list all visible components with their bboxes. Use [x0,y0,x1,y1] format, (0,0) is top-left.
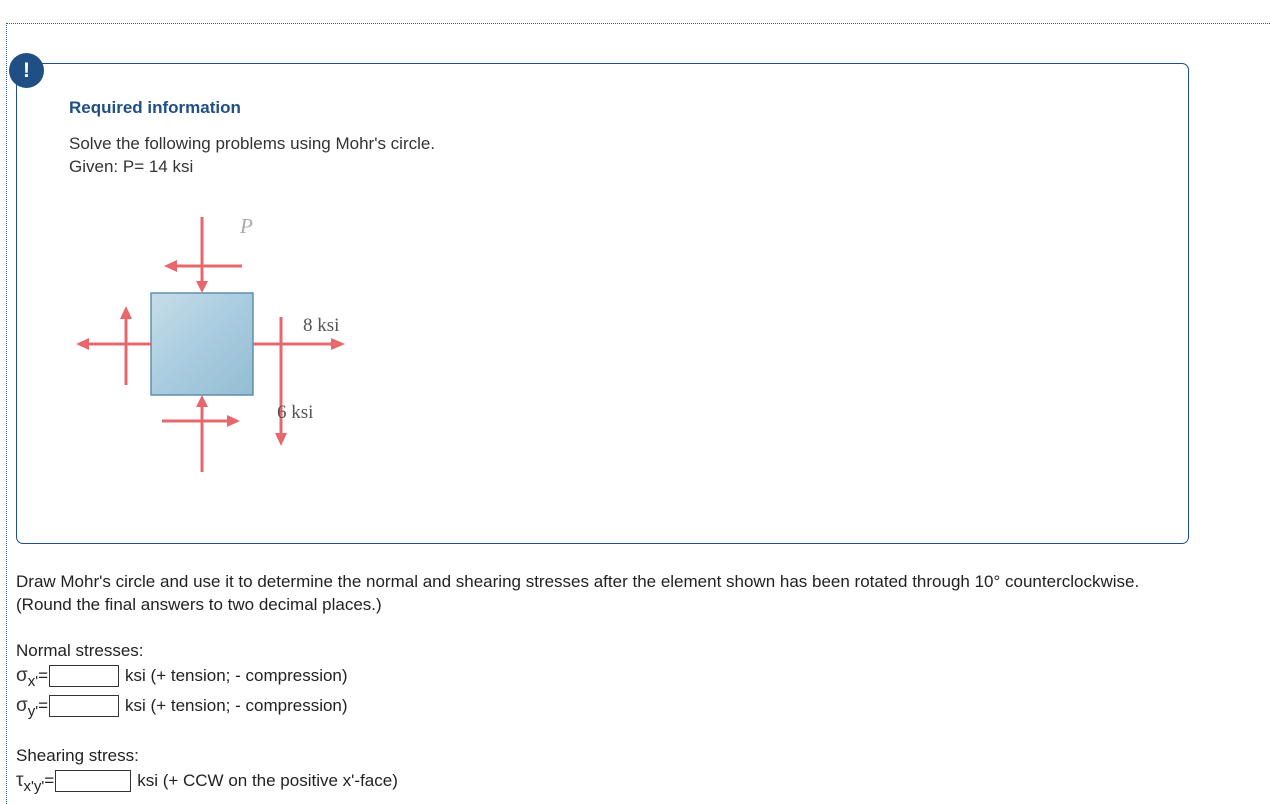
label-6-ksi: 6 ksi [277,402,314,423]
sigma-x-input[interactable] [49,665,119,687]
sigma-y-symbol: σ [16,695,28,716]
info-given: Given: P= 14 ksi [69,157,194,176]
frame-top-border [6,23,1270,24]
sigma-y-unit: ksi (+ tension; - compression) [125,696,348,715]
bottom-face-arrows [162,395,240,472]
tau-xy-unit: ksi (+ CCW on the positive x'-face) [137,771,398,790]
sigma-y-row [16,694,348,718]
normal-stresses-label: Normal stresses: [16,641,144,660]
shearing-stress-label: Shearing stress: [16,746,139,765]
sigma-x-symbol: σ [16,665,28,686]
tau-xy-equals: = [44,771,55,790]
sigma-y-subscript: y' [27,702,39,720]
tau-xy-subscript: x'y' [23,777,45,795]
required-info-box [16,63,1189,544]
frame-left-border [6,23,7,804]
sigma-y-input[interactable] [49,695,119,717]
left-face-arrows [76,306,151,385]
right-face-arrows [253,317,345,446]
sigma-y-equals: = [38,696,49,715]
stress-element-figure [69,209,379,484]
alert-icon: ! [9,53,44,88]
top-face-arrows [164,217,242,293]
question-text: Draw Mohr's circle and use it to determine the normal and shearing stresses after the element shown has been rotated through 10° counterclockwise. (Round the final answers to two decimal places.) [16,572,1140,614]
info-instructions: Solve the following problems using Mohr's circle. [69,134,436,153]
label-8-ksi: 8 ksi [303,315,340,336]
info-title: Required information [69,98,241,117]
sigma-x-row [16,664,348,688]
tau-xy-symbol: τ [16,770,24,791]
sigma-x-equals: = [38,666,49,685]
tau-xy-input[interactable] [55,770,131,792]
sigma-x-unit: ksi (+ tension; - compression) [125,666,348,685]
load-label-p: P [240,214,253,238]
sigma-x-subscript: x' [27,672,39,690]
tau-xy-row [16,769,398,793]
stress-element-block [151,293,253,395]
